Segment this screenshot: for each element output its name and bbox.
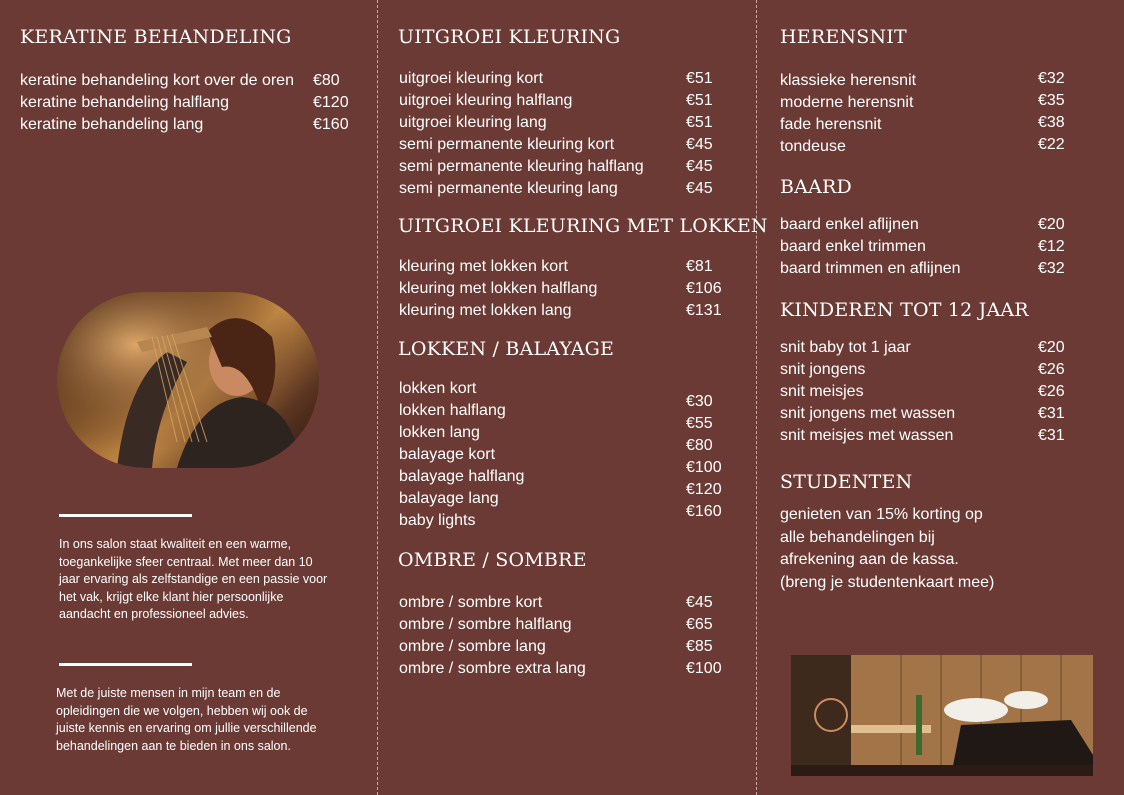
herensnit-heading: HERENSNIT (780, 26, 907, 48)
list-item (780, 70, 1080, 92)
list-item (780, 359, 1080, 381)
intro-paragraph-1: In ons salon staat kwaliteit en een warme, toegankelijke sfeer centraal. Met meer dan 10 jaar ervaring als zelfstandige en een passie voor het vak, krijgt elke klant hier persoonlijke aandacht en professioneel advies. (59, 537, 328, 621)
list-item (20, 114, 360, 136)
list-item (780, 258, 1080, 280)
item-name: ombre / sombre extra lang (399, 660, 586, 677)
baard-heading: BAARD (780, 176, 852, 198)
item-price: €81 (686, 258, 713, 275)
item-price: €32 (1038, 260, 1065, 277)
list-item (780, 236, 1080, 258)
item-name: uitgroei kleuring lang (399, 114, 547, 131)
item-price: €45 (686, 136, 713, 153)
list-item (686, 501, 746, 523)
item-name: kleuring met lokken kort (399, 258, 568, 275)
item-name: uitgroei kleuring halflang (399, 92, 573, 109)
item-name: baard enkel trimmen (780, 238, 926, 255)
item-price: €106 (686, 280, 722, 297)
item-name: balayage halflang (399, 468, 525, 485)
uitgroei-lokken-list (399, 256, 739, 322)
item-name: snit meisjes (780, 383, 864, 400)
uitgroei-list (399, 68, 739, 200)
item-name: baby lights (399, 512, 476, 529)
item-name: uitgroei kleuring kort (399, 70, 544, 87)
list-item (399, 300, 739, 322)
item-price: €45 (686, 594, 713, 611)
item-name: kleuring met lokken halflang (399, 280, 598, 297)
item-name: lokken kort (399, 380, 477, 397)
hairdresser-photo (57, 292, 319, 468)
item-price: €55 (686, 415, 713, 432)
list-item (399, 68, 739, 90)
keratine-list (20, 70, 360, 136)
list-item (399, 592, 739, 614)
item-price: €30 (686, 393, 713, 410)
studenten-line: alle behandelingen bij (780, 528, 935, 546)
list-item (20, 70, 360, 92)
studenten-heading: STUDENTEN (780, 471, 913, 493)
item-name: klassieke herensnit (780, 72, 917, 89)
lokken-prices (686, 391, 746, 523)
list-item (780, 214, 1080, 236)
divider-rule-bottom (59, 663, 192, 666)
item-name: snit meisjes met wassen (780, 427, 954, 444)
item-name: lokken halflang (399, 402, 506, 419)
ombre-heading: OMBRE / SOMBRE (398, 549, 587, 571)
list-item (686, 479, 746, 501)
list-item (399, 510, 599, 532)
item-price: €51 (686, 114, 713, 131)
list-item (780, 381, 1080, 403)
item-name: lokken lang (399, 424, 480, 441)
item-price: €80 (686, 437, 713, 454)
list-item (686, 391, 746, 413)
list-item (780, 425, 1080, 447)
list-item (399, 256, 739, 278)
item-name: keratine behandeling halflang (20, 94, 230, 111)
item-price: €31 (1038, 405, 1065, 422)
item-name: baard enkel aflijnen (780, 216, 919, 233)
list-item (399, 178, 739, 200)
ombre-list (399, 592, 739, 680)
list-item (780, 92, 1080, 114)
item-price: €80 (313, 72, 340, 89)
list-item (399, 614, 739, 636)
item-price: €120 (686, 481, 722, 498)
item-price: €31 (1038, 427, 1065, 444)
list-item (399, 378, 599, 400)
item-name: baard trimmen en aflijnen (780, 260, 961, 277)
item-name: semi permanente kleuring kort (399, 136, 615, 153)
column-divider-right (756, 0, 757, 795)
list-item (399, 134, 739, 156)
list-item (686, 413, 746, 435)
item-price: €160 (313, 116, 349, 133)
salon-interior-photo (791, 655, 1093, 776)
item-price: €85 (686, 638, 713, 655)
item-price: €38 (1038, 114, 1065, 131)
list-item (399, 400, 599, 422)
list-item (780, 403, 1080, 425)
item-price: €32 (1038, 70, 1065, 87)
item-name: ombre / sombre halflang (399, 616, 572, 633)
lokken-names (399, 378, 599, 532)
item-price: €35 (1038, 92, 1065, 109)
item-price: €160 (686, 503, 722, 520)
list-item (399, 488, 599, 510)
kinderen-heading: KINDEREN TOT 12 JAAR (780, 299, 1029, 321)
item-price: €45 (686, 158, 713, 175)
studenten-text (780, 504, 1020, 594)
intro-paragraph-2: Met de juiste mensen in mijn team en de opleidingen die we volgen, hebben wij ook de juiste kennis en ervaring om jullie verschillende behandelingen aan te bieden in ons salon. (56, 686, 317, 753)
studenten-line: (breng je studentenkaart mee) (780, 573, 995, 591)
item-name: kleuring met lokken lang (399, 302, 572, 319)
list-item (686, 435, 746, 457)
list-item (399, 636, 739, 658)
item-price: €22 (1038, 136, 1065, 153)
list-item (780, 136, 1080, 158)
list-item (399, 90, 739, 112)
item-name: tondeuse (780, 138, 846, 155)
item-price: €131 (686, 302, 722, 319)
item-name: moderne herensnit (780, 94, 914, 111)
list-item (399, 444, 599, 466)
item-price: €12 (1038, 238, 1065, 255)
item-name: keratine behandeling lang (20, 116, 204, 133)
item-price: €51 (686, 92, 713, 109)
item-name: snit jongens met wassen (780, 405, 956, 422)
item-price: €26 (1038, 361, 1065, 378)
item-price: €65 (686, 616, 713, 633)
list-item (20, 92, 360, 114)
item-name: semi permanente kleuring halflang (399, 158, 644, 175)
item-name: snit jongens (780, 361, 866, 378)
herensnit-list (780, 70, 1080, 158)
studenten-line: afrekening aan de kassa. (780, 551, 959, 568)
item-name: fade herensnit (780, 116, 882, 133)
item-price: €51 (686, 70, 713, 87)
divider-rule-top (59, 514, 192, 517)
item-price: €26 (1038, 383, 1065, 400)
list-item (686, 457, 746, 479)
item-price: €45 (686, 180, 713, 197)
list-item (399, 658, 739, 680)
item-price: €20 (1038, 339, 1065, 356)
list-item (780, 114, 1080, 136)
baard-list (780, 214, 1080, 280)
list-item (399, 422, 599, 444)
item-price: €100 (686, 660, 722, 677)
list-item (399, 278, 739, 300)
item-name: balayage kort (399, 446, 496, 463)
studenten-line: genieten van 15% korting op (780, 506, 983, 523)
kinderen-list (780, 337, 1080, 447)
item-name: ombre / sombre kort (399, 594, 543, 611)
item-name: snit baby tot 1 jaar (780, 339, 911, 356)
uitgroei-lokken-heading: UITGROEI KLEURING MET LOKKEN (398, 215, 768, 237)
column-divider-left (377, 0, 378, 795)
uitgroei-heading: UITGROEI KLEURING (398, 26, 621, 48)
keratine-heading: KERATINE BEHANDELING (20, 26, 292, 48)
item-name: keratine behandeling kort over de oren (20, 72, 294, 89)
item-price: €100 (686, 459, 722, 476)
item-name: balayage lang (399, 490, 499, 507)
item-name: ombre / sombre lang (399, 638, 546, 655)
list-item (399, 112, 739, 134)
list-item (399, 156, 739, 178)
item-name: semi permanente kleuring lang (399, 180, 618, 197)
item-price: €20 (1038, 216, 1065, 233)
list-item (780, 337, 1080, 359)
lokken-heading: LOKKEN / BALAYAGE (398, 338, 615, 360)
list-item (399, 466, 599, 488)
item-price: €120 (313, 94, 349, 111)
